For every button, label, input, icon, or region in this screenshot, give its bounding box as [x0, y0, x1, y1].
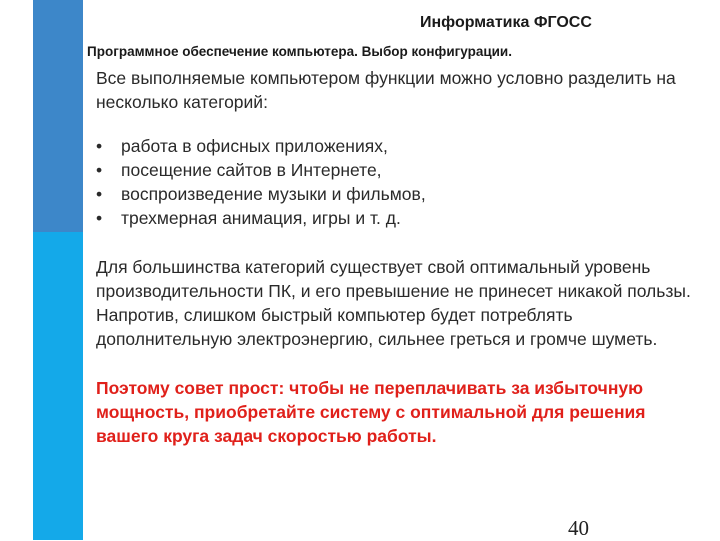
bullet-icon: •	[96, 184, 103, 204]
bullet-icon: •	[96, 160, 103, 180]
list-item-text: посещение сайтов в Интернете,	[121, 160, 382, 180]
slide-content	[96, 66, 706, 448]
advice-text: Поэтому совет прост: чтобы не переплачивать за избыточную мощность, приобретайте систему с оптимальной для решения вашего круга задач скоростью работы.	[96, 378, 646, 446]
list-item	[96, 182, 706, 206]
list-item-text: трехмерная анимация, игры и т. д.	[121, 208, 401, 228]
list-item	[96, 158, 706, 182]
page-number: 40	[568, 516, 589, 540]
list-item	[96, 206, 706, 230]
slide-subtitle: Программное обеспечение компьютера. Выбор конфигурации.	[87, 44, 512, 59]
explanation-paragraph: Для большинства категорий существует свой оптимальный уровень производительности ПК, и его превышение не принесет никакой пользы. Напротив, слишком быстрый компьютер будет потреблять дополнительную электроэнергию, сильнее греться и громче шуметь.	[96, 257, 691, 349]
intro-text: Все выполняемые компьютером функции можно условно разделить на несколько категорий:	[96, 68, 676, 112]
list-item-text: воспроизведение музыки и фильмов,	[121, 184, 426, 204]
bullet-icon: •	[96, 208, 103, 228]
bullet-icon: •	[96, 136, 103, 156]
category-list	[96, 134, 706, 230]
decorative-bar-top	[33, 0, 83, 232]
list-item	[96, 134, 706, 158]
slide-header-title: Информатика ФГОСС	[420, 14, 592, 31]
list-item-text: работа в офисных приложениях,	[121, 136, 388, 156]
decorative-bar-bottom	[33, 232, 83, 540]
